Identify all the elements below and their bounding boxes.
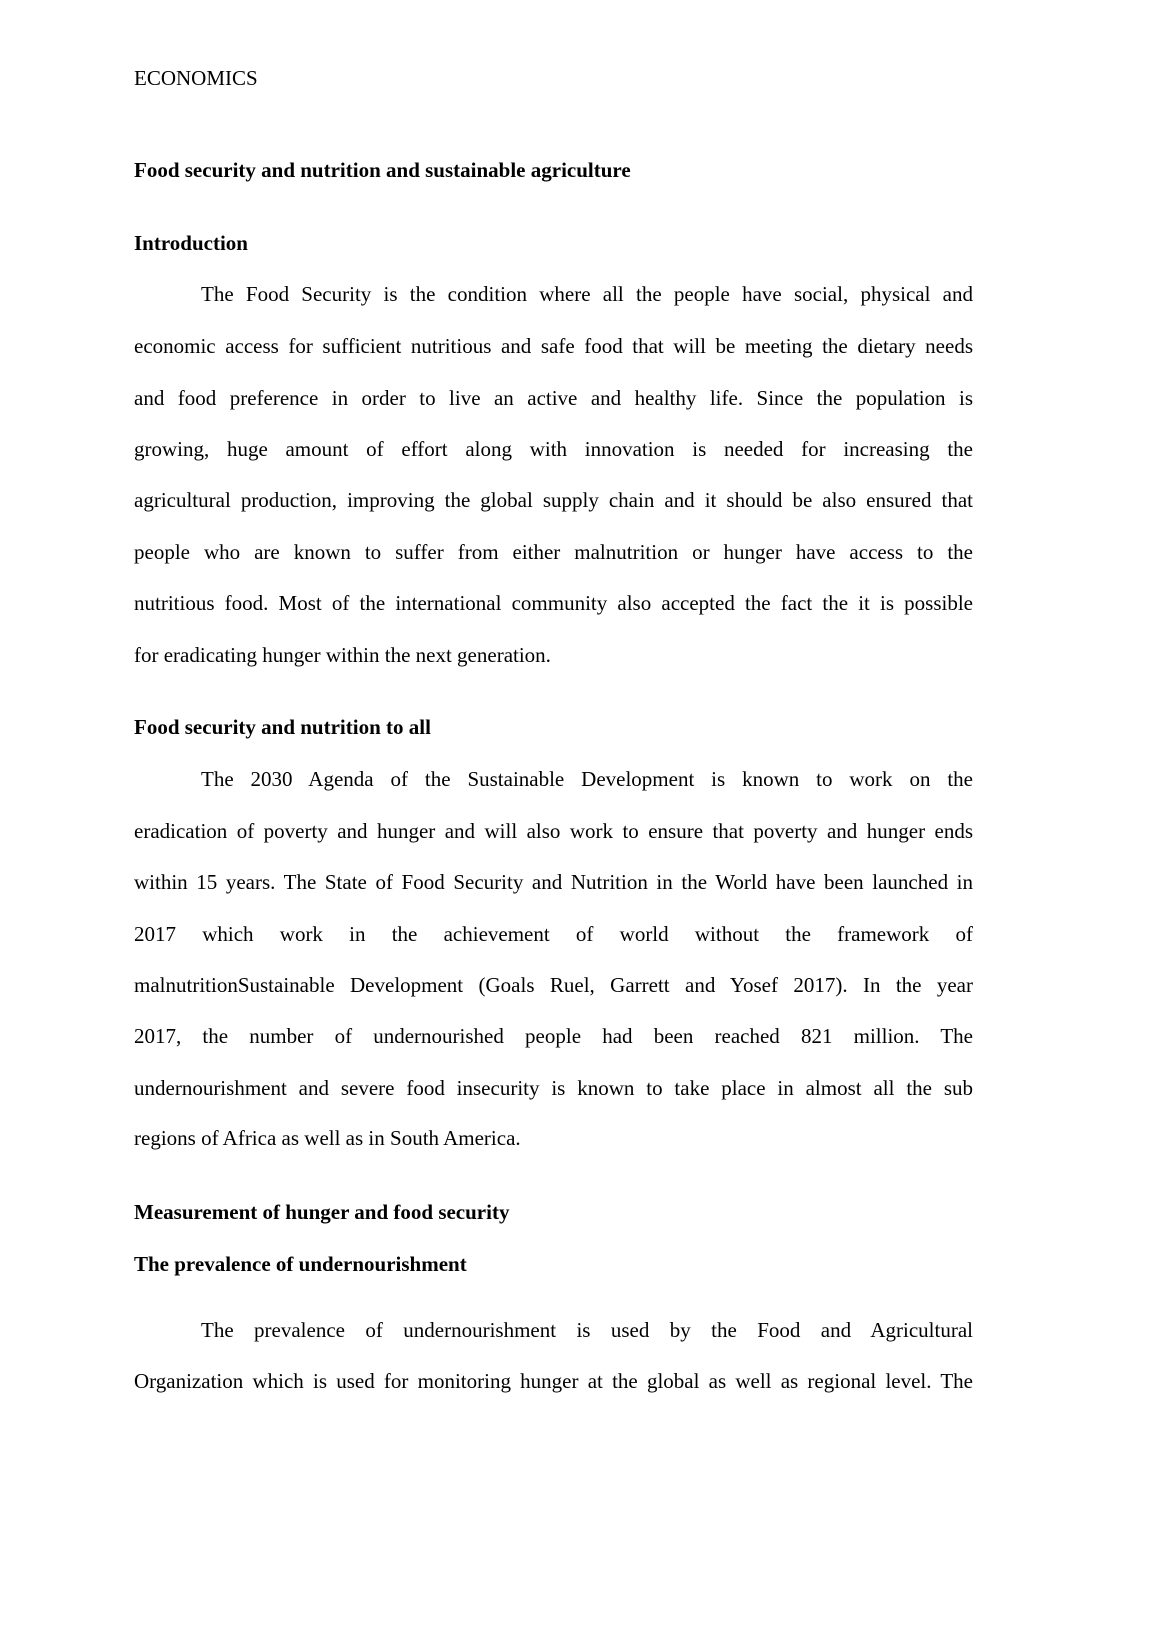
paragraph-line: undernourishment and severe food insecurity is known to take place in almost all the sub — [134, 1076, 973, 1100]
paragraph-line: agricultural production, improving the global supply chain and it should be also ensured that — [134, 488, 973, 512]
paragraph-line: malnutritionSustainable Development (Goals Ruel, Garrett and Yosef 2017). In the year — [134, 973, 973, 997]
paragraph-line: 2017, the number of undernourished people had been reached 821 million. The — [134, 1024, 973, 1048]
section-heading: Food security and nutrition to all — [134, 715, 431, 739]
paragraph-line: economic access for sufficient nutritious and safe food that will be meeting the dietary needs — [134, 334, 973, 358]
paragraph-line: 2017 which work in the achievement of world without the framework of — [134, 922, 973, 946]
running-header: ECONOMICS — [134, 66, 258, 90]
paragraph-line: Organization which is used for monitoring hunger at the global as well as regional level. The — [134, 1369, 973, 1393]
paragraph-line: nutritious food. Most of the international community also accepted the fact the it is possible — [134, 591, 973, 615]
paragraph-line: people who are known to suffer from either malnutrition or hunger have access to the — [134, 540, 973, 564]
section-heading: Measurement of hunger and food security — [134, 1200, 510, 1224]
paragraph-line: The prevalence of undernourishment is used by the Food and Agricultural — [201, 1318, 973, 1342]
subsection-heading: The prevalence of undernourishment — [134, 1252, 467, 1276]
paragraph-line: regions of Africa as well as in South America. — [134, 1126, 521, 1150]
paragraph-line: The Food Security is the condition where all the people have social, physical and — [201, 282, 973, 306]
paragraph-line: and food preference in order to live an active and healthy life. Since the population is — [134, 386, 973, 410]
document-title: Food security and nutrition and sustainable agriculture — [134, 158, 631, 182]
paragraph-line: growing, huge amount of effort along with innovation is needed for increasing the — [134, 437, 973, 461]
paragraph-line: for eradicating hunger within the next generation. — [134, 643, 551, 667]
section-heading: Introduction — [134, 231, 248, 255]
paragraph-line: The 2030 Agenda of the Sustainable Development is known to work on the — [201, 767, 973, 791]
paragraph-line: eradication of poverty and hunger and will also work to ensure that poverty and hunger ends — [134, 819, 973, 843]
paragraph-line: within 15 years. The State of Food Security and Nutrition in the World have been launched in — [134, 870, 973, 894]
